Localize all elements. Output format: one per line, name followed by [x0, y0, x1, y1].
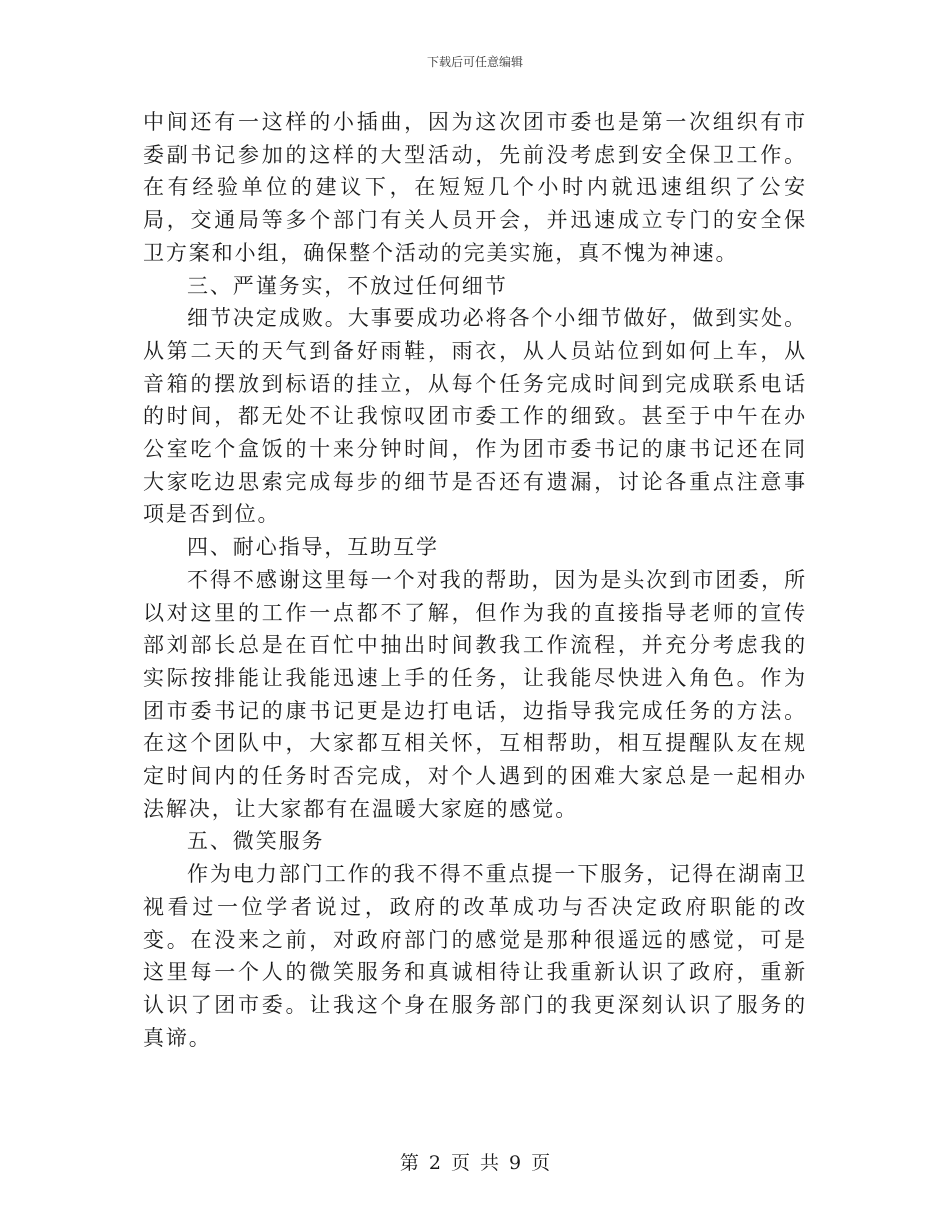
section-heading-5: 五、微笑服务	[187, 829, 325, 854]
paragraph-guidance: 不得不感谢这里每一个对我的帮助，因为是头次到市团委，所以对这里的工作一点都不了解，但作为我的直接指导老师的宣传部刘部长总是在百忙中抽出时间教我工作流程，并充分考虑我的实际按排能让我能迅速上手的任务，让我能尽快进入角色。作为团市委书记的康书记更是边打电话，边指导我完成任务的方法。在这个团队中，大家都互相关怀，互相帮助，相互提醒队友在规定时间内的任务时否完成，对个人遇到的困难大家总是一起相办法解决，让大家都有在温暖大家庭的感觉。	[143, 567, 807, 821]
paragraph-intro: 中间还有一这样的小插曲，因为这次团市委也是第一次组织有市委副书记参加的这样的大型活动，先前没考虑到安全保卫工作。在有经验单位的建议下，在短短几个小时内就迅速组织了公安局，交通局等多个部门有关人员开会，并迅速成立专门的安全保卫方案和小组，确保整个活动的完美实施，真不愧为神速。	[143, 110, 807, 265]
section-heading-4: 四、耐心指导，互助互学	[187, 535, 439, 560]
paragraph-service: 作为电力部门工作的我不得不重点提一下服务，记得在湖南卫视看过一位学者说过，政府的改革成功与否决定政府职能的改变。在没来之前，对政府部门的感觉是那种很遥远的感觉，可是这里每一个人的微笑服务和真诚相待让我重新认识了政府，重新认识了团市委。让我这个身在服务部门的我更深刻认识了服务的真谛。	[143, 862, 807, 1050]
document-body	[143, 106, 807, 1054]
section-heading-3: 三、严谨务实，不放过任何细节	[187, 273, 508, 298]
page-number: 第 2 页 共 9 页	[399, 1152, 551, 1174]
paragraph-details: 细节决定成败。大事要成功必将各个小细节做好，做到实处。从第二天的天气到备好雨鞋，雨衣，从人员站位到如何上车，从音箱的摆放到标语的挂立，从每个任务完成时间到完成联系电话的时间，都无处不让我惊叹团市委工作的细致。甚至于中午在办公室吃个盒饭的十来分钟时间，作为团市委书记的康书记还在同大家吃边思索完成每步的细节是否还有遗漏，讨论各重点注意事项是否到位。	[143, 306, 807, 527]
page-header: 下载后可任意编辑	[426, 55, 523, 69]
